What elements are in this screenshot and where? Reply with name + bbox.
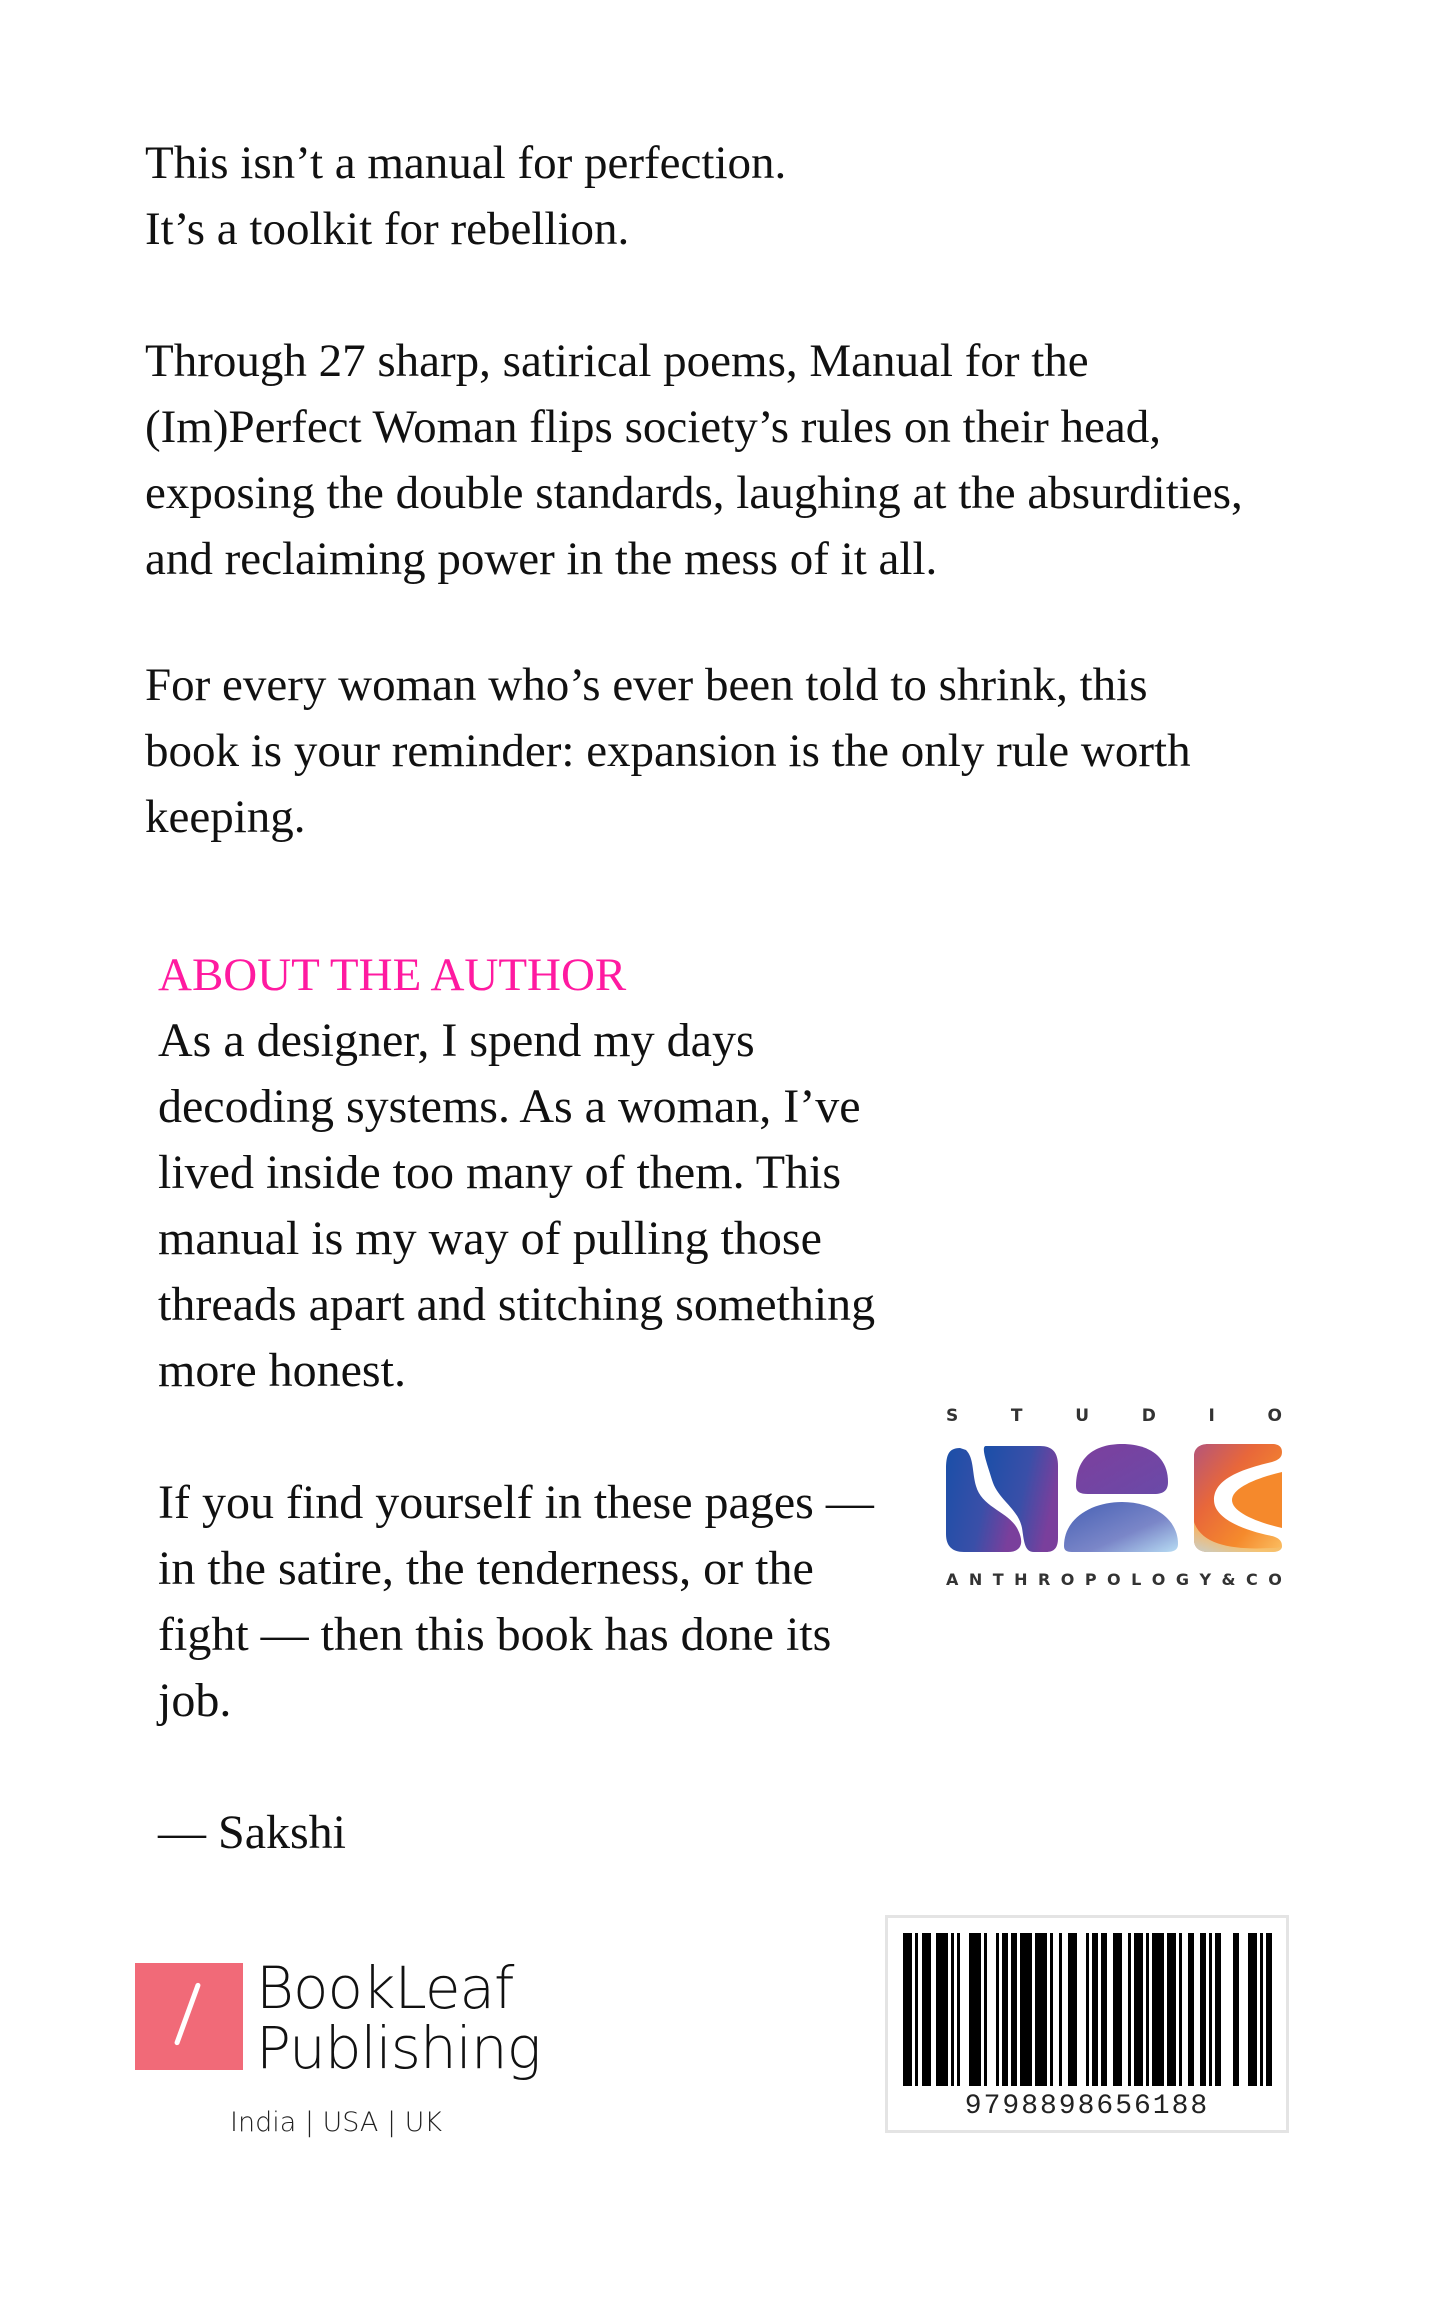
author-line: threads apart and stitching something xyxy=(158,1278,876,1331)
logo-letter: N xyxy=(968,1570,983,1589)
blurb-line: Through 27 sharp, satirical poems, Manual for the xyxy=(145,335,1089,387)
blurb-line: and reclaiming power in the mess of it all. xyxy=(145,533,938,585)
blurb-paragraph-1 xyxy=(145,130,786,262)
signature-text: — Sakshi xyxy=(158,1806,347,1859)
blurb-line: It’s a toolkit for rebellion. xyxy=(145,203,630,255)
author-line: more honest. xyxy=(158,1344,406,1397)
author-paragraph-2 xyxy=(158,1470,874,1734)
logo-letter: C xyxy=(1245,1570,1258,1589)
author-line: lived inside too many of them. This xyxy=(158,1146,842,1199)
isbn-number: 9798898656188 xyxy=(964,2091,1210,2122)
about-author-heading: ABOUT THE AUTHOR xyxy=(158,949,627,1001)
publisher-name-line2: Publishing xyxy=(256,2014,541,2082)
logo-letter: S xyxy=(946,1406,959,1426)
logo-letter: G xyxy=(1175,1570,1190,1589)
logo-letter: L xyxy=(1131,1570,1142,1589)
logo-letter: & xyxy=(1221,1570,1236,1589)
author-line: As a designer, I spend my days xyxy=(158,1014,755,1067)
author-line: fight — then this book has done its xyxy=(158,1608,832,1661)
author-paragraph-1 xyxy=(158,1008,875,1404)
isbn-barcode xyxy=(885,1915,1289,2133)
logo-letter: I xyxy=(1208,1406,1215,1426)
logo-letter: R xyxy=(1037,1570,1051,1589)
logo-letter: O xyxy=(1060,1570,1075,1589)
blurb-line: This isn’t a manual for perfection. xyxy=(145,137,787,189)
logo-letter: A xyxy=(946,1570,959,1589)
logo-letter: O xyxy=(1267,1406,1282,1426)
blurb-line: keeping. xyxy=(145,791,306,843)
author-signature xyxy=(158,1800,346,1866)
logo-letter: P xyxy=(1084,1570,1097,1589)
publisher-name-line1: BookLeaf xyxy=(256,1954,514,2022)
studio-logo-mark-icon xyxy=(946,1442,1282,1554)
logo-letter: T xyxy=(992,1570,1004,1589)
publisher-regions: India | USA | UK xyxy=(230,2107,443,2138)
author-line: decoding systems. As a woman, I’ve xyxy=(158,1080,861,1133)
blurb-line: book is your reminder: expansion is the only rule worth xyxy=(145,725,1191,777)
author-line: If you find yourself in these pages — xyxy=(158,1476,874,1529)
blurb-paragraph-2 xyxy=(145,328,1243,592)
studio-wordmark xyxy=(946,1406,1282,1426)
logo-letter: D xyxy=(1141,1406,1156,1426)
logo-letter: O xyxy=(1151,1570,1166,1589)
blurb-line: (Im)Perfect Woman flips society’s rules on their head, xyxy=(145,401,1162,453)
bookleaf-slash-icon xyxy=(135,1963,243,2070)
logo-letter: Y xyxy=(1199,1570,1212,1589)
blurb-line: exposing the double standards, laughing at the absurdities, xyxy=(145,467,1243,519)
studio-tagline xyxy=(946,1570,1282,1589)
blurb-paragraph-3 xyxy=(145,652,1191,850)
blurb-line: For every woman who’s ever been told to shrink, this xyxy=(145,659,1148,711)
bookleaf-publishing-logo xyxy=(135,1954,555,2143)
logo-letter: T xyxy=(1010,1406,1023,1426)
logo-letter: O xyxy=(1107,1570,1121,1589)
author-line: in the satire, the tenderness, or the xyxy=(158,1542,814,1595)
barcode-icon xyxy=(903,1933,1275,2086)
author-line: job. xyxy=(158,1674,232,1727)
logo-letter: O xyxy=(1268,1570,1282,1589)
logo-letter: U xyxy=(1075,1406,1090,1426)
author-line: manual is my way of pulling those xyxy=(158,1212,822,1265)
studio-anthropology-logo xyxy=(946,1400,1282,1600)
slash-mark xyxy=(174,1982,201,2046)
logo-letter: H xyxy=(1014,1570,1028,1589)
